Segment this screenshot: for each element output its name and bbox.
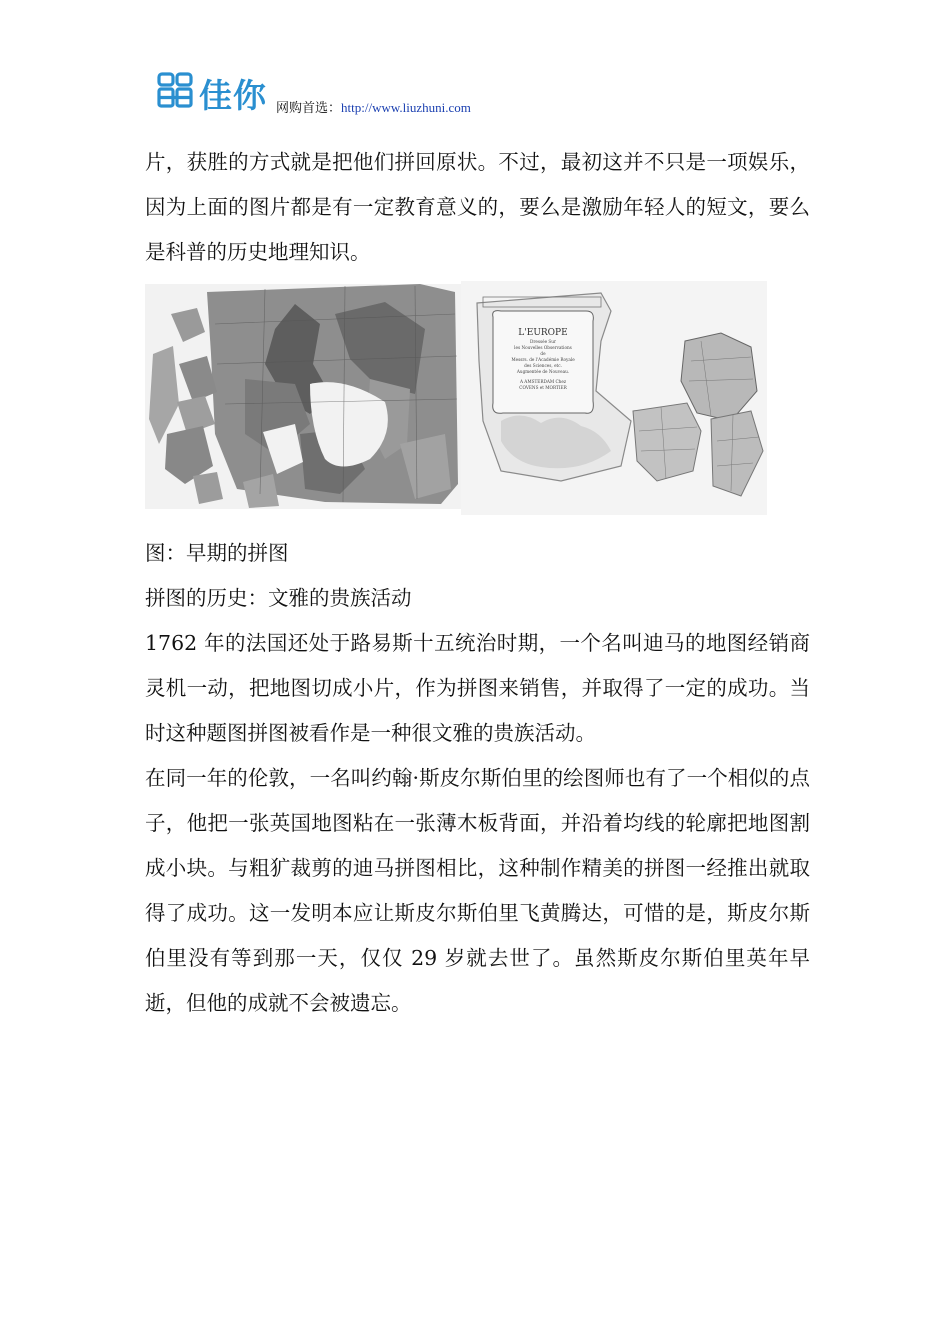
logo-grid-icon <box>155 68 199 112</box>
right-map-subtitle-line: des Sciences, etc. <box>524 363 562 368</box>
europe-puzzle-photo-right <box>461 281 767 515</box>
right-map-subtitle-line: A AMSTERDAM Chez <box>519 379 567 384</box>
section-heading: 拼图的历史：文雅的贵族活动 <box>145 586 412 610</box>
figure-caption: 图：早期的拼图 <box>145 541 289 565</box>
right-map-subtitle-line: Augmentée de Nouveau. <box>516 369 570 374</box>
header-tagline <box>276 97 471 116</box>
tagline-url-link[interactable]: http://www.liuzhuni.com <box>341 100 471 115</box>
right-map-subtitle-line: COVENS et MORTIER <box>519 385 567 390</box>
document-body <box>145 140 810 1026</box>
body-paragraph: 1762 年的法国还处于路易斯十五统治时期，一个名叫迪马的地图经销商灵机一动，把地图切成小片，作为拼图来销售，并取得了一定的成功。当时这种题图拼图被看作是一种很文雅的贵族活动。 <box>145 631 810 745</box>
early-puzzle-figure <box>145 281 810 527</box>
right-map-subtitle-line: Messrs. de l'Académie Royale <box>511 357 575 362</box>
right-map-subtitle-line: les Nouvelles Observations <box>514 345 572 350</box>
right-map-title: L'EUROPE <box>518 328 568 338</box>
intro-paragraph: 片，获胜的方式就是把他们拼回原状。不过，最初这并不只是一项娱乐，因为上面的图片都是有一定教育意义的，要么是激励年轻人的短文，要么是科普的历史地理知识。 <box>145 150 810 264</box>
right-map-subtitle-line: de <box>540 351 546 356</box>
tagline-label: 网购首选： <box>276 100 342 115</box>
europe-puzzle-photo-left <box>145 284 461 509</box>
right-map-subtitle-line: Dressée Sur <box>530 339 556 344</box>
logo-text: 佳你 <box>199 76 267 115</box>
body-paragraph: 在同一年的伦敦，一名叫约翰·斯皮尔斯伯里的绘图师也有了一个相似的点子，他把一张英国地图粘在一张薄木板背面，并沿着均线的轮廓把地图割成小块。与粗犷裁剪的迪马拼图相比，这种制作精美的拼图一经推出就取得了成功。这一发明本应让斯皮尔斯伯里飞黄腾达，可惜的是，斯皮尔斯伯里没有等到那一天，仅仅 29 岁就去世了。虽然斯皮尔斯伯里英年早逝，但他的成就不会被遗忘。 <box>145 766 810 1015</box>
